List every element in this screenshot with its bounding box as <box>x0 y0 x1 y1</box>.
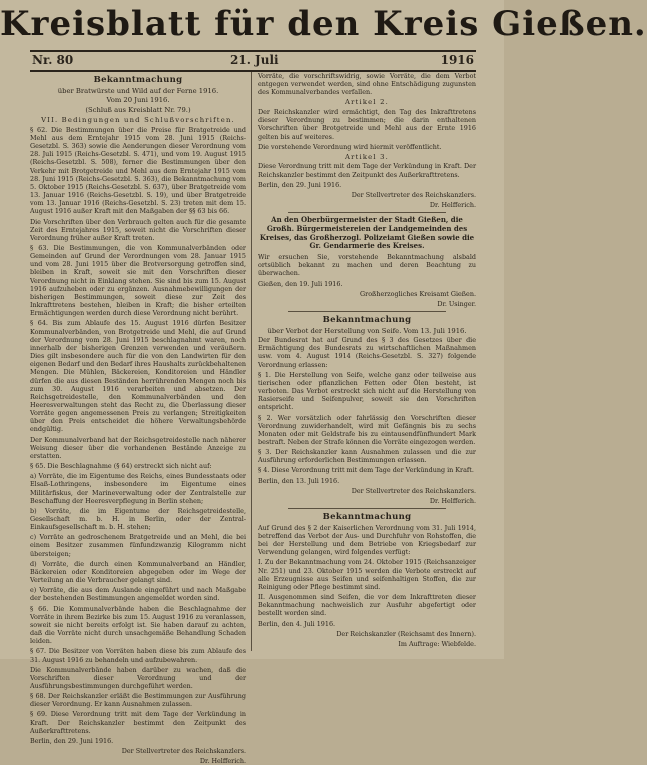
paragraph: § 62. Die Bestimmungen über die Preise für Bratgetreide und Mehl aus dem Erntejahr 1915 vom 28. Juni 1915 (Reichs-Gesetzbl. S. 363) sowie die Aenderungen dieser Verordnung vom 28. Juli 1915 (Reichs-Gesetzbl. S. 471), und vom 19. August 1915 (Reichs-Gesetzbl. S. 508), ferner die Bestimmungen über den Verkehr mit Brotgetreide und Mehl aus dem Erntejahr 1915 vom 28. Juni 1915 (Reichs-Gesetzbl. S. 363), die Bekanntmachung vom 5. Oktober 1915 (Reichs-Gesetzbl. S. 637), über Bratgetreide vom 13. Januar 1916 (Reichs-Gesetzbl. S. 19), und über Bratgetreide vom 13. Januar 1916 (Reichs-Gesetzbl. S. 23) treten mit dem 15. August 1916 außer Kraft mit den Maßgaben der §§ 63 bis 66. <box>30 125 246 216</box>
paragraph: Der Bundesrat hat auf Grund des § 3 des Gesetzes über die Ermächtigung des Bundesrats zu wirtschaftlichen Maßnahmen usw. vom 4. August 1914 (Reichs-Gesetzbl. S. 327) folgende Verordnung erlassen: <box>258 336 476 369</box>
paragraph: § 68. Der Reichskanzler erläßt die Bestimmungen zur Ausführung dieser Verordnung. Er kann Ausnahmen zulassen. <box>30 692 246 709</box>
issue-number: Nr. 80 <box>32 53 74 67</box>
paragraph: a) Vorräte, die im Eigentume des Reichs, eines Bundesstaats oder Elsaß-Lothringens, insbesondere im Eigentume eines Militärfiskus, der Marineverwaltung oder der Zentralstelle zur Beschaffung der Heeresverpflegung in Berlin stehen; <box>30 472 246 505</box>
section-heading: Bekanntmachung <box>93 75 183 85</box>
column-divider <box>251 72 252 651</box>
address-line: An den Oberbürgermeister der Stadt Gießen, die Großh. Bürgermeistereien der Landgemeinden des Kreises, das Großherzogl. Polizeiamt Gießen sowie die Gr. Gendarmerie des Kreises. <box>259 214 475 251</box>
paragraph: II. Ausgenommen sind Seifen, die vor dem Inkrafttreten dieser Bekanntmachung nachweislich zur Ausfuhr abgefertigt oder bestellt worden sind. <box>258 593 476 618</box>
paragraph: § 2. Wer vorsätzlich oder fahrlässig den Vorschriften dieser Verordnung zuwiderhandelt, wird mit Gefängnis bis zu sechs Monaten oder mit Geldstrafe bis zu eintausendfünfhundert Mark bestraft. Neben der Strafe können die Vorräte eingezogen werden. <box>258 413 476 446</box>
paragraph: § 63. Die Bestimmungen, die von Kommunalverbänden oder Gemeinden auf Grund der Verordnungen vom 28. Januar 1915 und vom 28. Juni 1915 über die Brotversorgung getroffen sind, bleiben in Kraft, soweit sie mit den Vorschriften dieser Verordnung nicht in Einklang stehen. Sie sind bis zum 15. August 1916 aufzuheben oder zu ergänzen. Ausnahmebewilligungen der bisherigen Bestimmungen, soweit diese zur Zeit des Inkrafttretens bestehen, bleiben in Kraft; die bisher erteilten Ermächtigungen werden durch diese Verordnung nicht berührt. <box>30 244 246 318</box>
issue-bar <box>30 50 476 72</box>
paragraph: d) Vorräte, die durch einen Kommunalverband an Händler, Bäckereien oder Konditoreien abgegeben oder im Wege der Verteilung an die Verbraucher gelangt sind. <box>30 559 246 585</box>
section-subheading: über Verbot der Herstellung von Seife. Vom 13. Juli 1916. <box>267 326 467 335</box>
section-rule <box>288 508 446 509</box>
paragraph: § 64. Bis zum Ablaufe des 15. August 1916 dürfen Besitzer Kommunalverbänden, von Brotgetreide und Mehl, die auf Grund der Verordnung vom 28. Juni 1915 beschlagnahmt waren, noch innerhalb der bisherigen Grenzen verwenden und veräußern. Dies gilt insbesondere auch für die von den Landwirten für den eigenen Bedarf und den Bedarf ihres Haushalts zurückbehaltenen Mengen. Die Mühlen, Bäckereien, Konditoreien und Händler dürfen die aus diesen Beständen herrührenden Mengen noch bis zum 30. August 1916 verarbeiten und absetzen. Der Reichsgetreidestelle, den Kommunalverbänden und den Heeresverwaltungen steht das Recht zu, die Überlassung dieser Vorräte gegen angemessenen Preis zu verlangen; Streitigkeiten über den Preis entscheidet die höhere Verwaltungsbehörde endgültig. <box>30 319 246 434</box>
section-rule <box>288 212 446 213</box>
paragraph: Auf Grund des § 2 der Kaiserlichen Verordnung vom 31. Juli 1914, betreffend das Verbot der Aus- und Durchfuhr von Rohstoffen, die bei der Herstellung und dem Betriebe von Kriegsbedarf zur Verwendung gelangen, wird folgendes verfügt: <box>258 523 476 557</box>
right-column <box>258 72 476 651</box>
paragraph: Berlin, den 4. Juli 1916. <box>258 619 336 628</box>
paragraph: Berlin, den 29. Juni 1916. <box>258 180 342 189</box>
paragraph: § 65. Die Beschlagnahme (§ 64) erstreckt sich nicht auf: <box>30 462 212 471</box>
paragraph: Der Reichskanzler wird ermächtigt, den Tag des Inkrafttretens dieser Verordnung zu bestimmen; die darin enthaltenen Vorschriften über Brotgetreide und Mehl aus der Ernte 1916 gelten bis auf weiteres. <box>258 108 476 141</box>
paragraph: Wir ersuchen Sie, vorstehende Bekanntmachung alsbald ortsüblich bekannt zu machen und deren Beachtung zu überwachen. <box>258 253 476 278</box>
signature-line: Der Stellvertreter des Reichskanzlers. <box>351 190 476 199</box>
paragraph: Vorräte, die vorschriftswidrig, sowie Vorräte, die dem Verbot entgegen verwendet werden, sind ohne Entschädigung zugunsten des Kommunalverbandes verfallen. <box>258 72 476 97</box>
signature-line: Im Auftrage: Wiebfelde. <box>398 639 476 648</box>
signature-line: Dr. Helfferich. <box>429 496 476 505</box>
left-column <box>30 72 246 765</box>
section-label: Artikel 3. <box>344 152 390 161</box>
paragraph: Der Kommunalverband hat der Reichsgetreidestelle nach näherer Weisung dieser über die vorhandenen Bestände Anzeige zu erstatten. <box>30 435 246 460</box>
paragraph: Berlin, den 29. Juni 1916. <box>30 736 114 745</box>
paragraph: Gießen, den 19. Juli 1916. <box>258 279 343 288</box>
paragraph: Berlin, den 13. Juli 1916. <box>258 476 340 485</box>
signature-line: Der Stellvertreter des Reichskanzlers. <box>351 486 476 495</box>
paragraph: c) Vorräte an gedroschenem Bratgetreide und an Mehl, die bei einem Besitzer zusammen fünfundzwanzig Kilogramm nicht übersteigen; <box>30 533 246 558</box>
paragraph: Diese Verordnung tritt mit dem Tage der Verkündung in Kraft. Der Reichskanzler bestimmt den Zeitpunkt des Außerkrafttretens. <box>258 162 476 179</box>
section-label: VII. Bedingungen und Schlußvorschriften. <box>41 116 235 125</box>
signature-line: Großherzogliches Kreisamt Gießen. <box>360 289 476 298</box>
signature-line: Dr. Helfferich. <box>199 757 246 765</box>
section-heading: Bekanntmachung <box>322 314 412 325</box>
paragraph: § 66. Die Kommunalverbände haben die Beschlagnahme der Vorräte in ihrem Bezirke bis zum 15. August 1916 zu veranlassen, soweit sie nicht bereits erfolgt ist. Sie haben darauf zu achten, daß die Vorräte nicht durch unsachgemäße Behandlung Schaden leiden. <box>30 604 246 646</box>
signature-line: Dr. Helfferich. <box>429 200 476 209</box>
masthead-title: Kreisblatt für den Kreis Gießen. <box>0 4 647 44</box>
section-label: Artikel 2. <box>344 98 390 107</box>
paragraph: § 3. Der Reichskanzler kann Ausnahmen zulassen und die zur Ausführung erforderlichen Bestimmungen erlassen. <box>258 448 476 465</box>
section-subheading: (Schluß aus Kreisblatt Nr. 79.) <box>85 105 191 114</box>
section-rule <box>288 311 446 312</box>
paragraph: b) Vorräte, die im Eigentume der Reichsgetreidestelle, Gesellschaft m. b. H. in Berlin, oder der Zentral-Einkaufsgesellschaft m. b. H. stehen; <box>30 506 246 532</box>
section-subheading: über Bratwürste und Wild auf der Ferne 1916. <box>57 87 219 95</box>
paragraph: § 4. Diese Verordnung tritt mit dem Tage der Verkündung in Kraft. <box>258 466 474 475</box>
paragraph: e) Vorräte, die aus dem Auslande eingeführt und nach Maßgabe der bestehenden Bestimmungen angemeldet worden sind. <box>30 586 246 603</box>
issue-year: 1916 <box>440 53 474 67</box>
paragraph: Die Kommunalverbände haben darüber zu wachen, daß die Vorschriften dieser Verordnung und der Ausführungsbestimmungen durchgeführt werden. <box>30 665 246 690</box>
paragraph: Die Vorschriften über den Verbrauch gelten auch für die gesamte Zeit des Erntejahres 1915, soweit nicht die Vorschriften dieser Verordnung früher außer Kraft treten. <box>30 217 246 242</box>
paragraph: § 69. Diese Verordnung tritt mit dem Tage der Verkündung in Kraft. Der Reichskanzler bestimmt den Zeitpunkt des Außerkrafttretens. <box>30 710 246 735</box>
paragraph: I. Zu der Bekanntmachung vom 24. Oktober 1915 (Reichsanzeiger Nr. 251) und 23. Oktober 1915 werden die Verbote erstreckt auf alle Erzeugnisse aus Seifen und seifenhaltigen Stoffen, die zur Reinigung oder Pflege bestimmt sind. <box>258 558 476 591</box>
signature-line: Der Reichskanzler (Reichsamt des Innern). <box>336 629 476 638</box>
paragraph: Die vorstehende Verordnung wird hiermit veröffentlicht. <box>258 142 442 151</box>
paragraph: § 67. Die Besitzer von Vorräten haben diese bis zum Ablaufe des 31. August 1916 zu behandeln und aufzubewahren. <box>30 647 246 664</box>
section-subheading: Vom 20 Juni 1916. <box>106 96 170 105</box>
signature-line: Der Stellvertreter des Reichskanzlers. <box>121 747 246 756</box>
signature-line: Dr. Usinger. <box>437 299 476 308</box>
paragraph: § 1. Die Herstellung von Seife, welche ganz oder teilweise aus tierischen oder pflanzlichen Fetten oder Ölen besteht, ist verboten. Das Verbot erstreckt sich nicht auf die Herstellung von Rasierseife und Seifenpulver, soweit sie den Vorschriften entspricht. <box>258 370 476 412</box>
issue-date: 21. Juli <box>230 53 279 67</box>
section-heading: Bekanntmachung <box>322 511 412 522</box>
